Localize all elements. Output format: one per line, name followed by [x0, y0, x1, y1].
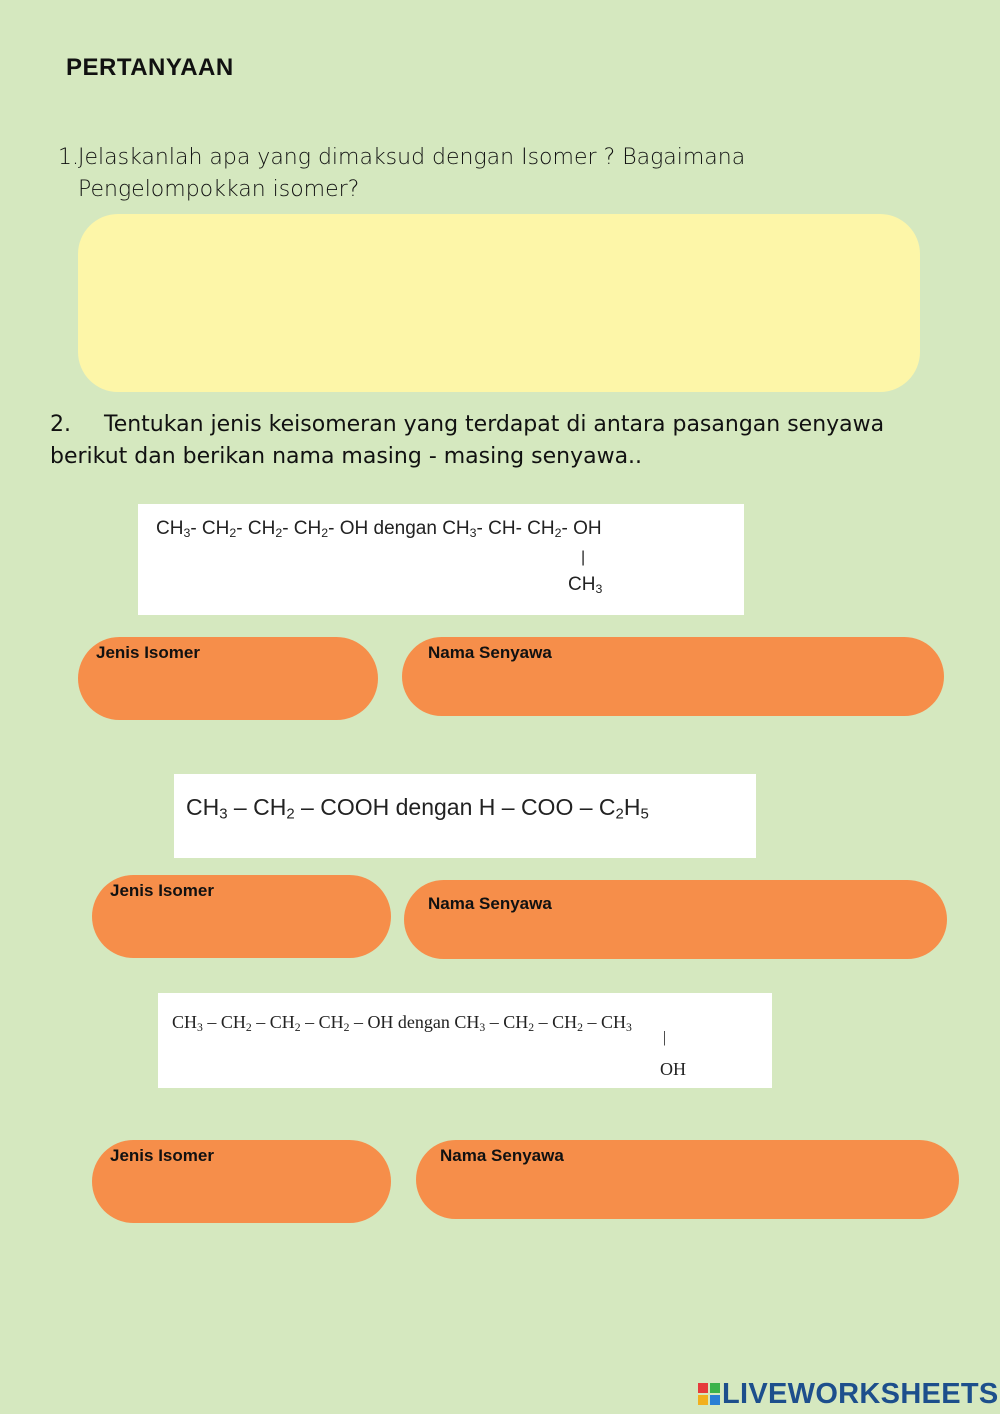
formula-2-main: $CH_3 - CH_2$ – COOH dengan H – COO – $C_2H_5$: [186, 794, 649, 823]
page-title: PERTANYAAN: [66, 54, 234, 81]
nama-senyawa-field-3[interactable]: [416, 1140, 959, 1219]
question-2: [50, 409, 950, 473]
nama-senyawa-label: Nama Senyawa: [428, 643, 552, 662]
formula-1-branch: $CH_3$: [568, 574, 603, 597]
answer-box-question-1[interactable]: [78, 214, 920, 392]
formula-3-bond: |: [663, 1029, 667, 1046]
question-1-text: Jelaskanlah apa yang dimaksud dengan Isomer ? Bagaimana Pengelompokkan isomer?: [78, 145, 746, 202]
jenis-isomer-field-1[interactable]: [78, 637, 378, 720]
formula-image-1: [138, 504, 744, 615]
jenis-isomer-label: Jenis Isomer: [110, 1146, 214, 1165]
question-1-number: 1.: [58, 145, 79, 170]
jenis-isomer-field-2[interactable]: [92, 875, 391, 958]
question-2-number: 2.: [50, 412, 71, 437]
formula-1-bond: |: [581, 549, 586, 566]
question-2-text: Tentukan jenis keisomeran yang terdapat di antara pasangan senyawa berikut dan berikan nama masing - masing senyawa..: [50, 412, 885, 469]
liveworksheets-logo-icon: [698, 1383, 720, 1405]
formula-image-3: [158, 993, 772, 1088]
formula-3-main: $CH_3 - CH_2 - CH_2 - CH_2$ – OH dengan $CH_3 - CH_2 - CH_2 - CH_3$: [172, 1012, 632, 1034]
formula-image-2: [174, 774, 756, 858]
nama-senyawa-label: Nama Senyawa: [440, 1146, 564, 1165]
nama-senyawa-field-1[interactable]: [402, 637, 944, 716]
formula-1-main: $CH_3-$ $CH_2-$ $CH_2-$ $CH_2-$ OH dengan $CH_3-$ CH- $CH_2-$ OH: [156, 518, 602, 541]
jenis-isomer-label: Jenis Isomer: [96, 643, 200, 662]
formula-3-branch: OH: [660, 1059, 686, 1079]
liveworksheets-logo: [698, 1378, 999, 1411]
jenis-isomer-label: Jenis Isomer: [110, 881, 214, 900]
nama-senyawa-field-2[interactable]: [404, 880, 947, 959]
jenis-isomer-field-3[interactable]: [92, 1140, 391, 1223]
liveworksheets-logo-text: LIVEWORKSHEETS: [722, 1378, 999, 1410]
nama-senyawa-label: Nama Senyawa: [428, 894, 552, 913]
